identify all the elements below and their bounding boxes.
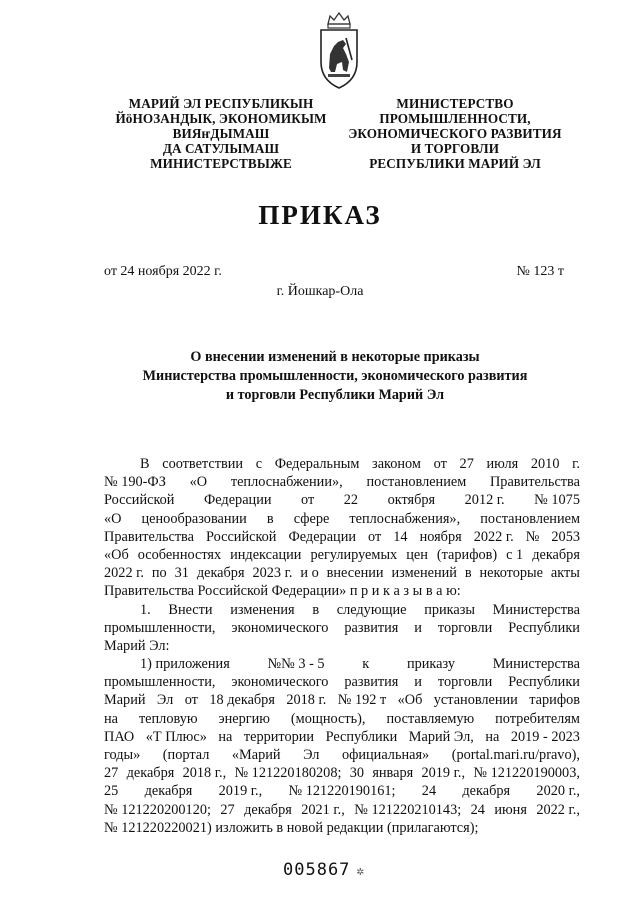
body-word: постановлением xyxy=(480,510,580,527)
body-word: к xyxy=(362,656,370,673)
body-word: поставляемую xyxy=(386,710,475,727)
body-word: торговли xyxy=(437,619,493,636)
body-word: 2010 xyxy=(530,456,560,472)
body-word: № 121220220021) изложить в новой редакции (прилагаются); xyxy=(104,819,479,836)
body-word: тепловую xyxy=(138,710,198,727)
body-word: Правительства xyxy=(104,528,194,545)
body-word: регулируемых xyxy=(310,546,398,563)
body-word: 2012 г. xyxy=(464,492,505,509)
body-word: от xyxy=(433,456,447,472)
body-word: развития xyxy=(344,674,399,691)
body-word: и xyxy=(414,619,422,636)
body-line xyxy=(104,455,580,473)
body-word: «О xyxy=(104,510,122,527)
body-word: Республики xyxy=(508,674,580,691)
body-line xyxy=(104,801,580,819)
body-word: установлении xyxy=(433,692,518,709)
body-word: сфере xyxy=(293,510,330,527)
body-word: приказу xyxy=(406,656,455,673)
body-word: № 190-ФЗ xyxy=(104,474,166,491)
body-word: на xyxy=(485,728,500,745)
header-right-line: И ТОРГОВЛИ xyxy=(410,141,500,156)
body-word: индексации xyxy=(230,546,302,563)
body-word: №№ 3 - 5 xyxy=(267,656,325,673)
header-left-line: ДА САТУЛЫМАШ xyxy=(162,141,280,156)
body-line xyxy=(104,819,580,837)
body-word: особенностях xyxy=(137,546,222,563)
body-line xyxy=(104,655,580,673)
serial-number: 005867 xyxy=(283,860,351,880)
body-word: на xyxy=(104,710,118,727)
body-word: 2018 г. xyxy=(286,692,327,709)
body-word: 2022 г., xyxy=(536,801,580,818)
body-word: и xyxy=(414,674,422,691)
body-word: января xyxy=(372,765,414,782)
body-word: в xyxy=(464,565,472,582)
coat-of-arms-emblem xyxy=(316,10,362,92)
body-line xyxy=(104,710,580,728)
header-left-line: ЙӧНОЗАНДЫК, ЭКОНОМИКЫМ xyxy=(115,111,327,126)
body-word: «Т Плюс» xyxy=(145,728,207,745)
body-word: Республики xyxy=(325,728,398,745)
body-word: «Об xyxy=(104,546,129,563)
document-subject xyxy=(100,348,570,405)
body-word: промышленности, xyxy=(104,619,216,636)
body-word: июня xyxy=(494,801,527,818)
body-word: Министерства xyxy=(492,601,580,618)
body-word: Федерации xyxy=(203,492,272,509)
body-line xyxy=(104,764,580,782)
body-word: «О xyxy=(189,474,208,491)
body-word: декабря xyxy=(244,801,292,818)
body-word: 1. xyxy=(140,601,151,618)
body-word: 31 xyxy=(174,565,189,582)
body-word: № 121220190003, xyxy=(473,765,580,782)
body-word: ПАО xyxy=(104,728,135,745)
body-word: Федеральным xyxy=(274,456,360,472)
body-word: 27 xyxy=(104,765,119,782)
body-word: «Об xyxy=(397,692,423,709)
body-word: теплоснабжении», xyxy=(230,474,343,491)
body-word: акты xyxy=(550,565,580,582)
body-word: от xyxy=(368,528,382,545)
document-type-title: ПРИКАЗ xyxy=(258,200,382,230)
body-line xyxy=(104,619,580,637)
body-word: 24 xyxy=(470,801,485,818)
body-word: (мощность), xyxy=(290,710,366,727)
body-word: развития xyxy=(344,619,399,636)
body-word: законом xyxy=(372,456,421,472)
header-left-line: МИНИСТЕРСТВЫЖЕ xyxy=(150,156,292,171)
body-word: 2020 г., xyxy=(536,783,580,800)
body-line xyxy=(104,510,580,528)
body-word: промышленности, xyxy=(104,674,216,691)
body-word: 1) приложения xyxy=(140,656,230,673)
body-word: Российской xyxy=(206,528,277,545)
body-word: № 1075 xyxy=(534,492,580,509)
header-left-ministry-mari xyxy=(96,96,346,171)
body-word: (тарифов) xyxy=(436,546,498,563)
body-word: декабря xyxy=(196,565,245,582)
document-body xyxy=(104,455,580,837)
body-word: 2023 г. xyxy=(252,565,293,582)
body-word: ноября xyxy=(419,528,462,545)
body-word: соответствии xyxy=(162,456,244,472)
body-word: № 121220210143; xyxy=(354,801,462,818)
body-word: 2022 г. xyxy=(104,565,144,582)
body-word: по xyxy=(151,565,167,582)
body-word: 14 xyxy=(393,528,408,545)
body-word: экономического xyxy=(231,674,329,691)
body-word: 18 декабря xyxy=(209,692,275,709)
document-date: от 24 ноября 2022 г. xyxy=(104,264,222,279)
body-word: теплоснабжения», xyxy=(349,510,461,527)
body-word: Эл xyxy=(303,747,320,763)
header-left-line: МАРИЙ ЭЛ РЕСПУБЛИКЫН xyxy=(128,96,314,111)
body-word: тарифов xyxy=(529,692,580,709)
body-word: Федерации xyxy=(288,528,357,545)
body-word: 25 xyxy=(104,783,119,800)
body-line xyxy=(104,473,580,491)
body-word: изменения xyxy=(230,601,295,618)
header-right-line: МИНИСТЕРСТВО xyxy=(396,96,514,111)
subject-line: О внесении изменений в некоторые приказы xyxy=(190,349,480,365)
body-word: внесении xyxy=(326,565,384,582)
body-word: в xyxy=(312,601,320,618)
body-word: 27 xyxy=(220,801,235,818)
body-word: Министерства xyxy=(492,656,580,673)
body-word: № 121220180208; xyxy=(234,765,342,782)
body-word: № 121220200120; xyxy=(104,801,211,818)
subject-line: и торговли Республики Марий Эл xyxy=(225,387,445,403)
body-word: декабря xyxy=(462,783,511,800)
header-left-line: ВИЯҥДЫМАШ xyxy=(172,126,270,141)
body-word: приказы xyxy=(424,601,475,618)
body-word: от xyxy=(184,692,198,709)
body-word: потребителям xyxy=(495,710,580,727)
asterisk-icon: ✲ xyxy=(356,864,366,879)
body-line xyxy=(104,601,580,619)
body-word: официальная» xyxy=(341,747,430,763)
subject-line: Министерства промышленности, экономического развития xyxy=(142,368,528,384)
body-word: Российской xyxy=(104,492,175,509)
body-line xyxy=(104,582,580,600)
body-line xyxy=(104,691,580,709)
body-word: 2019 г., xyxy=(421,765,466,782)
body-word: от xyxy=(301,492,315,509)
body-word: в xyxy=(266,510,274,527)
body-line xyxy=(104,564,580,582)
body-word: Правительства xyxy=(489,474,580,491)
body-line xyxy=(104,673,580,691)
header-right-line: ЭКОНОМИЧЕСКОГО РАЗВИТИЯ xyxy=(348,126,562,141)
header-right-line: ПРОМЫШЛЕННОСТИ, xyxy=(379,111,531,126)
body-word: № 192 т xyxy=(337,692,387,709)
body-line xyxy=(104,528,580,546)
footer-serial xyxy=(283,860,365,880)
body-line xyxy=(104,782,580,800)
body-word: территории xyxy=(243,728,315,745)
body-word: ценообразовании xyxy=(141,510,247,527)
body-word: энергию xyxy=(218,710,270,727)
body-line xyxy=(104,728,580,746)
body-word: В xyxy=(140,456,150,472)
body-word: Марий Эл, xyxy=(408,728,474,745)
body-word: июля xyxy=(486,456,519,472)
body-word: декабря xyxy=(126,765,175,782)
body-word: (portal.mari.ru/pravo), xyxy=(451,747,580,763)
body-line xyxy=(104,637,580,655)
body-word: 2019 г., xyxy=(218,783,263,800)
body-word: с xyxy=(255,456,263,472)
body-word: (портал xyxy=(162,747,210,763)
body-word: Марий xyxy=(104,692,146,709)
body-word: некоторые xyxy=(479,565,543,582)
body-word: Правительства Российской Федерации» п р и к а з ы в а ю: xyxy=(104,583,461,600)
body-line xyxy=(104,491,580,509)
body-word: 2053 xyxy=(551,528,580,545)
body-word: 24 xyxy=(421,783,437,800)
body-word: 22 xyxy=(343,492,359,509)
document-number: № 123 т xyxy=(516,264,564,279)
body-word: г. xyxy=(572,456,580,472)
body-word: 2022 г. xyxy=(473,528,514,545)
body-word: Внести xyxy=(168,601,213,618)
header-right-line: РЕСПУБЛИКИ МАРИЙ ЭЛ xyxy=(369,156,541,171)
body-word: Республики xyxy=(508,619,580,636)
body-word: 2021 г., xyxy=(301,801,345,818)
body-word: Марий Эл: xyxy=(104,637,170,654)
body-line xyxy=(104,746,580,764)
body-word: экономического xyxy=(231,619,329,636)
body-word: постановлением xyxy=(366,474,467,491)
body-word: декабря xyxy=(532,546,580,563)
body-word: 30 xyxy=(349,765,365,782)
body-word: с 1 xyxy=(506,546,524,563)
body-word: цен xyxy=(406,546,428,563)
body-word: № 121220190161; xyxy=(288,783,396,800)
body-word: на xyxy=(218,728,233,745)
body-word: изменений xyxy=(391,565,457,582)
body-word: и о xyxy=(300,565,319,582)
body-word: 27 xyxy=(459,456,474,472)
body-word: 2019 - 2023 xyxy=(510,728,580,745)
body-word: торговли xyxy=(437,674,493,691)
body-word: «Марий xyxy=(231,747,281,763)
body-word: следующие xyxy=(336,601,407,618)
header-right-ministry-russian xyxy=(330,96,580,171)
body-word: декабря xyxy=(144,783,193,800)
document-city: г. Йошкар-Ола xyxy=(276,284,364,299)
body-word: № xyxy=(525,528,540,545)
body-word: годы» xyxy=(104,747,141,763)
body-word: октября xyxy=(387,492,436,509)
body-line xyxy=(104,546,580,564)
body-word: 2018 г., xyxy=(182,765,227,782)
body-word: Эл xyxy=(156,692,174,709)
